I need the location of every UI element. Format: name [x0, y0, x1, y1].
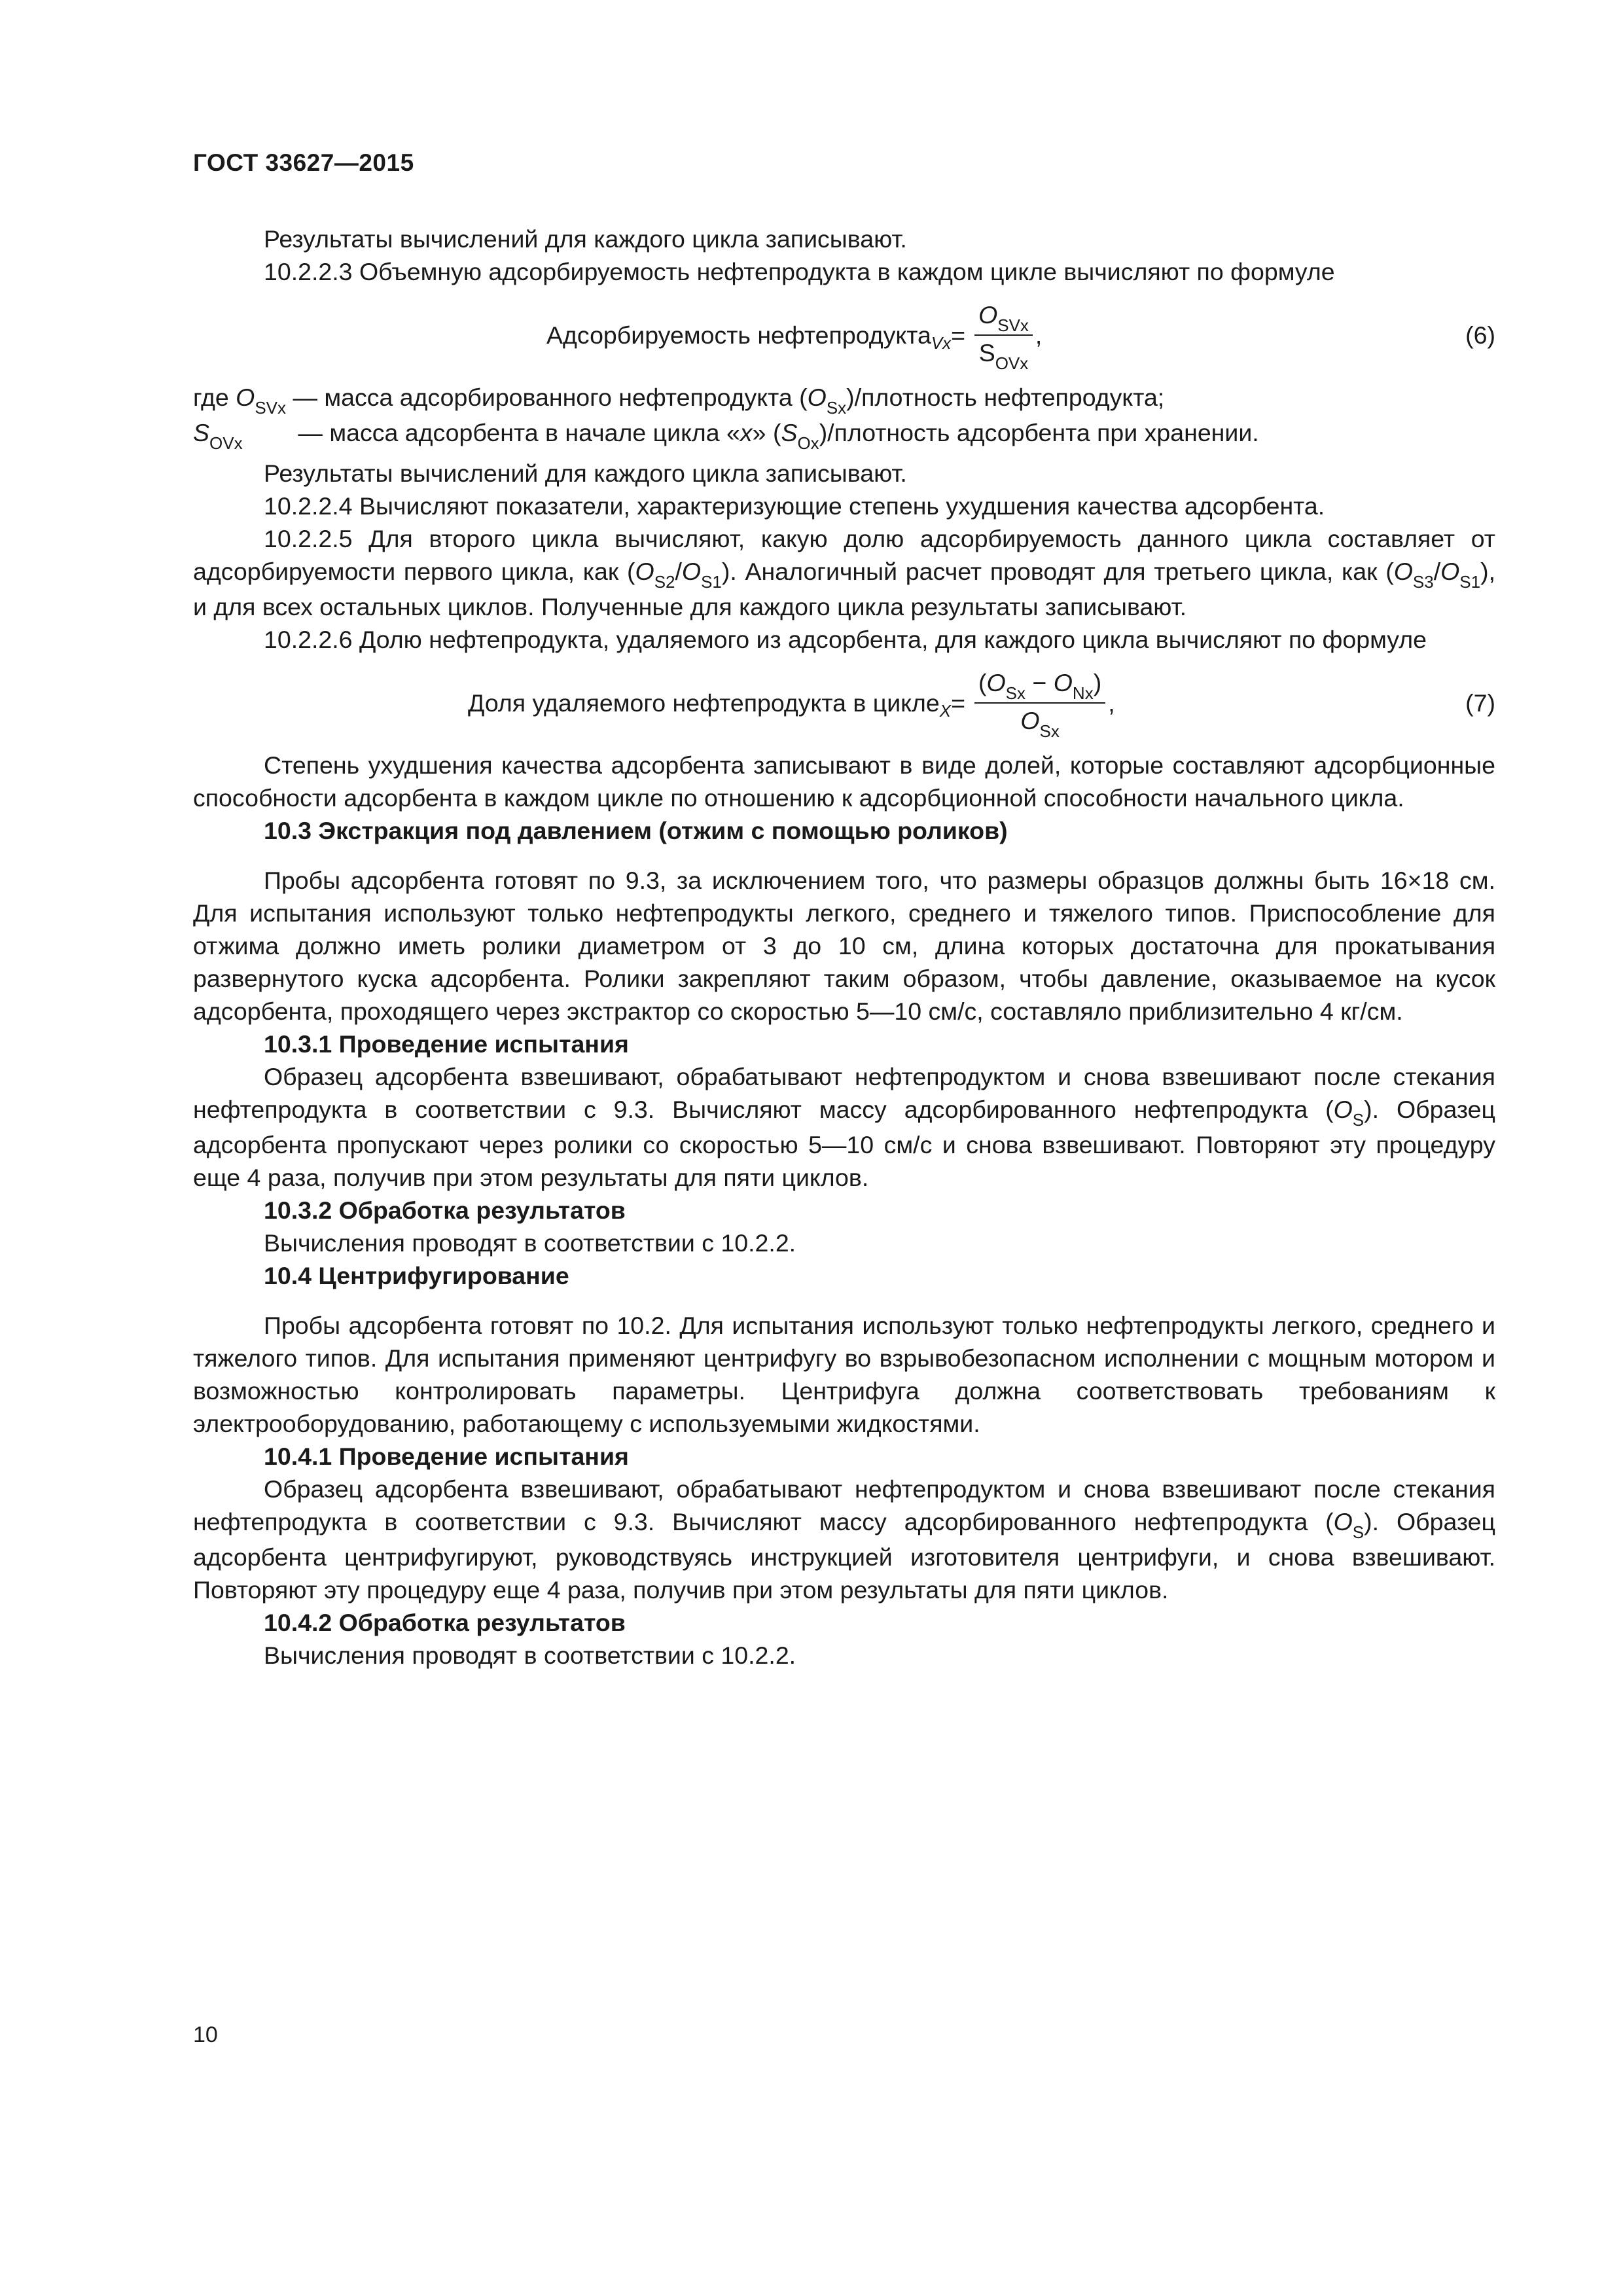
- paragraph-10-3-2: Вычисления проводят в соответствии с 10.2.2.: [264, 1229, 796, 1257]
- paragraph-10-4-2: Вычисления проводят в соответствии с 10.2.2.: [264, 1641, 796, 1669]
- where-1-tail: )/плотность нефтепродукта;: [846, 384, 1165, 411]
- formula-7-lhs: Доля удаляемого нефтепродукта в цикле: [468, 689, 940, 717]
- formula-6-comma: ,: [1035, 321, 1043, 349]
- formula-7-expression: [468, 665, 1115, 741]
- paragraph-10-2-2-6: 10.2.2.6 Долю нефтепродукта, удаляемого из адсорбента, для каждого цикла вычисляют по формуле: [264, 626, 1427, 653]
- paragraph-results-1: Результаты вычислений для каждого цикла записывают.: [264, 225, 907, 253]
- paragraph-10-3: Пробы адсорбента готовят по 9.3, за исключением того, что размеры образцов должны быть 16×18 см. Для испытания используют только нефтепродукты легкого, среднего и тяжелого типов. Приспособление для отжима должно иметь ролики диаметром от 3 до 10 см, длина которых достаточна для прокатывания развернутого куска адсорбента. Ролики закрепляют таким образом, чтобы давление, оказываемое на кусок адсорбента, проходящего через экстрактор со скоростью 5—10 см/с, составляло приблизительно 4 кг/см.: [193, 867, 1495, 1025]
- heading-10-3: 10.3 Экстракция под давлением (отжим с помощью роликов): [264, 817, 1008, 844]
- formula-7-fraction: $\frac{(O_{Sx} - O_{Nx})}{O_{Sx}}$: [974, 667, 1105, 739]
- paragraph-10-3-1: Образец адсорбента взвешивают, обрабатывают нефтепродуктом и снова взвешивают после стекания нефтепродукта в соответствии с 9.3. Вычисляют массу адсорбированного нефтепродукта $(O_S)$. Образец адсорбента пропускают через ролики со скоростью 5—10 см/с и снова взвешивают. Повторяют эту процедуру еще 4 раза, получив при этом результаты для пяти циклов.: [193, 1063, 1495, 1191]
- heading-10-4: 10.4 Центрифугирование: [264, 1262, 569, 1289]
- heading-10-3-2: 10.3.2 Обработка результатов: [264, 1196, 626, 1224]
- page-number: 10: [193, 2022, 218, 2047]
- formula-6-equals: =: [951, 321, 966, 349]
- formula-7-equals: =: [951, 689, 965, 717]
- formula-6-lhs: Адсорбируемость нефтепродукта: [546, 321, 931, 349]
- formula-7-lhs-sub: X: [939, 701, 952, 721]
- where-2-tail: )/плотность адсорбента при хранении.: [819, 419, 1259, 446]
- paragraph-10-2-2-5: 10.2.2.5 Для второго цикла вычисляют, какую долю адсорбируемость данного цикла составляет от адсорбируемости первого цикла, как $(O_{S2}/O_{S1})$. Аналогичный расчет проводят для третьего цикла, как $(O_{S3}/O_{S1})$, и для всех остальных циклов. Полученные для каждого цикла результаты записывают.: [193, 525, 1496, 620]
- paragraph-results-2: Результаты вычислений для каждого цикла записывают.: [264, 459, 907, 487]
- formula-6-fraction: [974, 299, 1033, 371]
- heading-10-4-2: 10.4.2 Обработка результатов: [264, 1609, 626, 1636]
- heading-10-3-1: 10.3.1 Проведение испытания: [264, 1030, 629, 1058]
- where-label: где: [193, 384, 229, 411]
- paragraph-10-4: Пробы адсорбента готовят по 10.2. Для испытания используют только нефтепродукты легкого, среднего и тяжелого типов. Для испытания применяют центрифугу во взрывобезопасном исполнении с мощным мотором и возможностью контролировать параметры. Центрифуга должна соответствовать требованиям к электрооборудованию, работающему с используемыми жидкостями.: [193, 1312, 1495, 1437]
- document-header: ГОСТ 33627—2015: [193, 149, 414, 176]
- formula-6-number: (6): [1465, 321, 1495, 349]
- where-line-2: $S_{OVx}$ — масса адсорбента в начале цикла «x» $(S_{Ox})$/плотность адсорбента при хранении.: [193, 419, 1259, 453]
- where-1-symbol: O: [236, 384, 255, 411]
- formula-7: [193, 665, 1495, 741]
- formula-6: [193, 297, 1495, 373]
- paragraph-10-2-2-4: 10.2.2.4 Вычисляют показатели, характеризующие степень ухудшения качества адсорбента.: [264, 492, 1325, 520]
- where-2-text: — масса адсорбента в начале цикла «: [298, 419, 740, 446]
- formula-7-number: (7): [1465, 689, 1495, 717]
- formula-7-comma: ,: [1108, 689, 1115, 717]
- formula-6-den-symbol: S: [978, 339, 995, 367]
- heading-10-4-1: 10.4.1 Проведение испытания: [264, 1443, 629, 1470]
- where-line-1: где $O_{SVx}$ — масса адсорбированного нефтепродукта $(O_{Sx})$/плотность нефтепродукта;: [193, 384, 1165, 418]
- paragraph-degradation: Степень ухудшения качества адсорбента записывают в виде долей, которые составляют адсорбционные способности адсорбента в каждом цикле по отношению к адсорбционной способности начального цикла.: [193, 751, 1495, 812]
- formula-6-expression: [546, 297, 1042, 373]
- formula-6-lhs-sub: Vx: [931, 333, 952, 353]
- formula-6-den-sub: OVx: [995, 353, 1029, 373]
- formula-6-num-symbol: O: [978, 301, 998, 329]
- paragraph-10-2-2-3: 10.2.2.3 Объемную адсорбируемость нефтепродукта в каждом цикле вычисляют по формуле: [264, 258, 1335, 285]
- formula-6-num-sub: SVx: [997, 315, 1029, 335]
- where-2-symbol: S: [193, 419, 210, 446]
- paragraph-10-4-1: Образец адсорбента взвешивают, обрабатывают нефтепродуктом и снова взвешивают после стекания нефтепродукта в соответствии с 9.3. Вычисляют массу адсорбированного нефтепродукта $(O_S)$. Образец адсорбента центрифугируют, руководствуясь инструкцией изготовителя центрифуги, и снова взвешивают. Повторяют эту процедуру еще 4 раза, получив при этом результаты для пяти циклов.: [193, 1475, 1495, 1604]
- page-content: [193, 223, 1495, 1672]
- where-1-text: — масса адсорбированного нефтепродукта (: [293, 384, 808, 411]
